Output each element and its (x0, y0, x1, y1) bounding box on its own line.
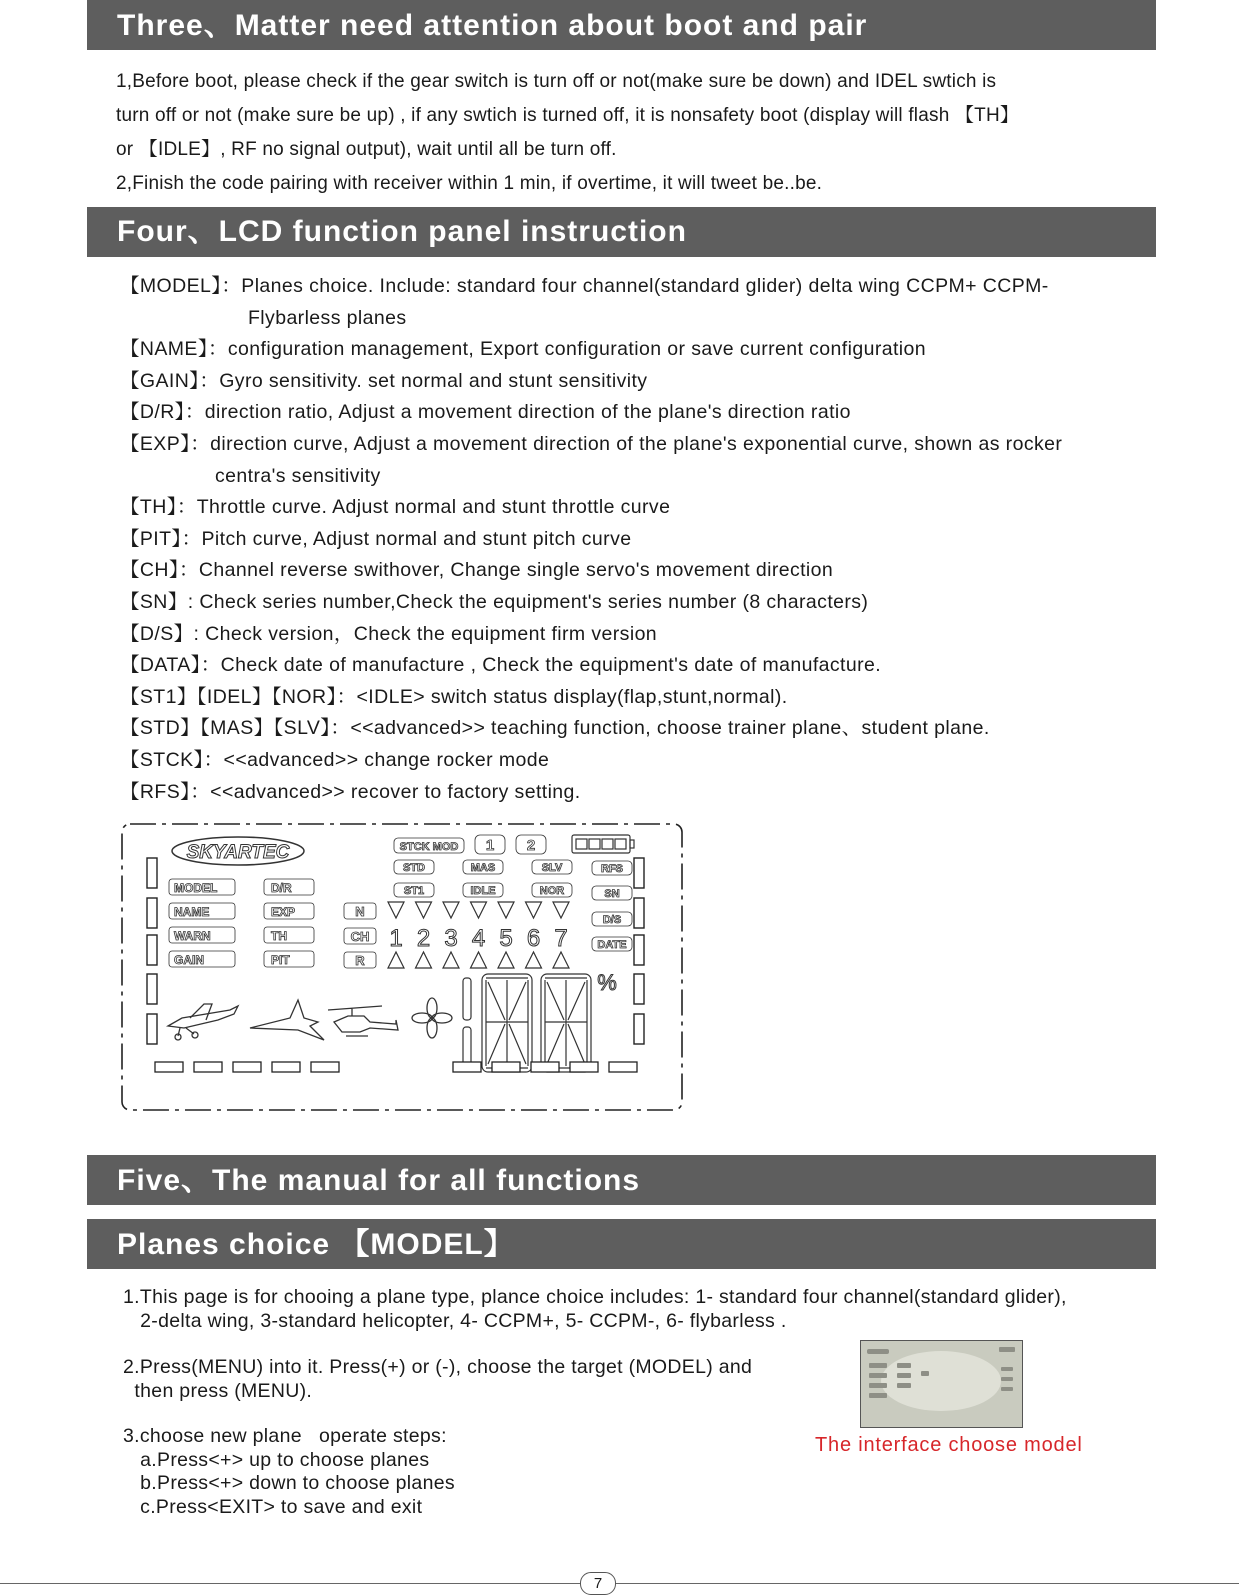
label-ch: CH (350, 929, 370, 944)
label-date: DATE (597, 939, 627, 951)
definition-item: 【SN】: Check series number,Check the equipment's series number (8 characters) (120, 590, 869, 613)
definition-continuation: Flybarless planes (248, 306, 407, 329)
definition-item: 【RFS】：<<advanced>> recover to factory setting. (120, 780, 581, 803)
footer-rule (0, 1583, 1239, 1584)
percent-sign: % (597, 970, 617, 995)
step-line: 1.This page is for chooing a plane type, plance choice includes: 1- standard four channel(standard glider), (123, 1286, 1067, 1308)
lcd-panel-diagram (120, 822, 686, 1112)
label-warn: WARN (174, 929, 211, 943)
label-gain: GAIN (174, 953, 204, 967)
label-name: NAME (174, 905, 210, 919)
label-slv: SLV (541, 862, 563, 874)
section-five-heading: Five、The manual for all functions (87, 1155, 1156, 1205)
step-line: 2.Press(MENU) into it. Press(+) or (-), choose the target (MODEL) and (123, 1356, 753, 1378)
step-line: 3.choose new plane operate steps: (123, 1425, 447, 1447)
section-three-line: or 【IDLE】, RF no signal output), wait until all be turn off. (116, 139, 617, 160)
mode-number-2: 2 (526, 837, 536, 854)
label-idle: IDLE (470, 885, 496, 897)
section-three-line: 1,Before boot, please check if the gear switch is turn off or not(make sure be down) and IDEL swtich is (116, 71, 997, 92)
brand-logo: SKYARTEC (186, 842, 290, 863)
image-caption: The interface choose model (815, 1434, 1083, 1456)
label-sn: SN (604, 888, 620, 900)
channel-number: 6 (526, 925, 541, 952)
step-line: b.Press<+> down to choose planes (123, 1472, 455, 1494)
stick-mode-label: STCK MOD (399, 841, 459, 853)
section-three-line: turn off or not (make sure be up) , if any swtich is turned off, it is nonsafety boot (display will flash 【TH】 (116, 105, 1020, 126)
section-three-body (116, 65, 1019, 201)
lcd-function-definitions (120, 271, 1062, 808)
label-pit: PIT (271, 953, 290, 967)
channel-number: 1 (389, 925, 403, 952)
definition-item: 【TH】：Throttle curve. Adjust normal and stunt throttle curve (120, 496, 671, 519)
definition-item: 【D/R】：direction ratio, Adjust a movement direction of the plane's direction ratio (120, 401, 851, 424)
label-exp: EXP (271, 905, 296, 919)
step-line: a.Press<+> up to choose planes (123, 1448, 430, 1471)
label-n: N (355, 904, 365, 919)
label-dr: D/R (271, 881, 292, 895)
step-line: c.Press<EXIT> to save and exit (123, 1495, 423, 1518)
model-interface-photo (860, 1340, 1023, 1428)
mode-number-1: 1 (485, 837, 495, 854)
definition-item: 【D/S】: Check version，Check the equipment firm version (120, 622, 658, 645)
page-number: 7 (580, 1572, 616, 1595)
label-rfs: RFS (601, 863, 623, 875)
label-nor: NOR (539, 885, 565, 897)
channel-number: 2 (416, 925, 431, 952)
model-step-2 (123, 1356, 752, 1403)
definition-continuation: centra's sensitivity (215, 464, 381, 487)
definition-item: 【PIT】：Pitch curve, Adjust normal and stunt pitch curve (120, 527, 632, 550)
definition-item: 【DATA】：Check date of manufacture , Check the equipment's date of manufacture. (120, 654, 882, 677)
step-line: 2-delta wing, 3-standard helicopter, 4- CCPM+, 5- CCPM-, 6- flybarless . (123, 1309, 787, 1332)
label-ds: D/S (602, 914, 622, 926)
label-model: MODEL (174, 881, 218, 895)
label-std: STD (403, 862, 425, 874)
definition-item: 【GAIN】：Gyro sensitivity. set normal and stunt sensitivity (120, 369, 648, 392)
channel-number: 3 (444, 925, 458, 952)
section-three-heading: Three、Matter need attention about boot and pair (87, 0, 1156, 50)
step-line: then press (MENU). (123, 1379, 313, 1402)
definition-item: 【NAME】：configuration management, Export configuration or save current configuration (120, 338, 927, 361)
channel-number: 4 (471, 925, 486, 952)
definition-item: 【EXP】：direction curve, Adjust a movement direction of the plane's exponential curve, shown as rocker (120, 432, 1063, 455)
definition-item: 【MODEL】：Planes choice. Include: standard four channel(standard glider) delta wing CCPM+ CCPM- (120, 275, 1049, 297)
channel-number: 5 (499, 925, 513, 952)
section-four-heading: Four、LCD function panel instruction (87, 207, 1156, 257)
model-step-1 (123, 1286, 1067, 1333)
definition-item: 【ST1】【IDEL】【NOR】：<IDLE> switch status display(flap,stunt,normal). (120, 685, 788, 708)
section-model-heading: Planes choice 【MODEL】 (87, 1219, 1156, 1269)
channel-number: 7 (554, 925, 568, 952)
label-r: R (355, 953, 365, 968)
model-step-3 (123, 1425, 455, 1519)
definition-item: 【CH】：Channel reverse swithover, Change single servo's movement direction (120, 559, 834, 582)
definition-item: 【STCK】：<<advanced>> change rocker mode (120, 748, 550, 771)
label-st1: ST1 (403, 885, 425, 897)
section-three-line: 2,Finish the code pairing with receiver within 1 min, if overtime, it will tweet be..be. (116, 173, 823, 194)
label-th: TH (271, 929, 287, 943)
label-mas: MAS (470, 862, 496, 874)
definition-item: 【STD】【MAS】【SLV】：<<advanced>> teaching function, choose trainer plane、student plane. (120, 717, 990, 740)
